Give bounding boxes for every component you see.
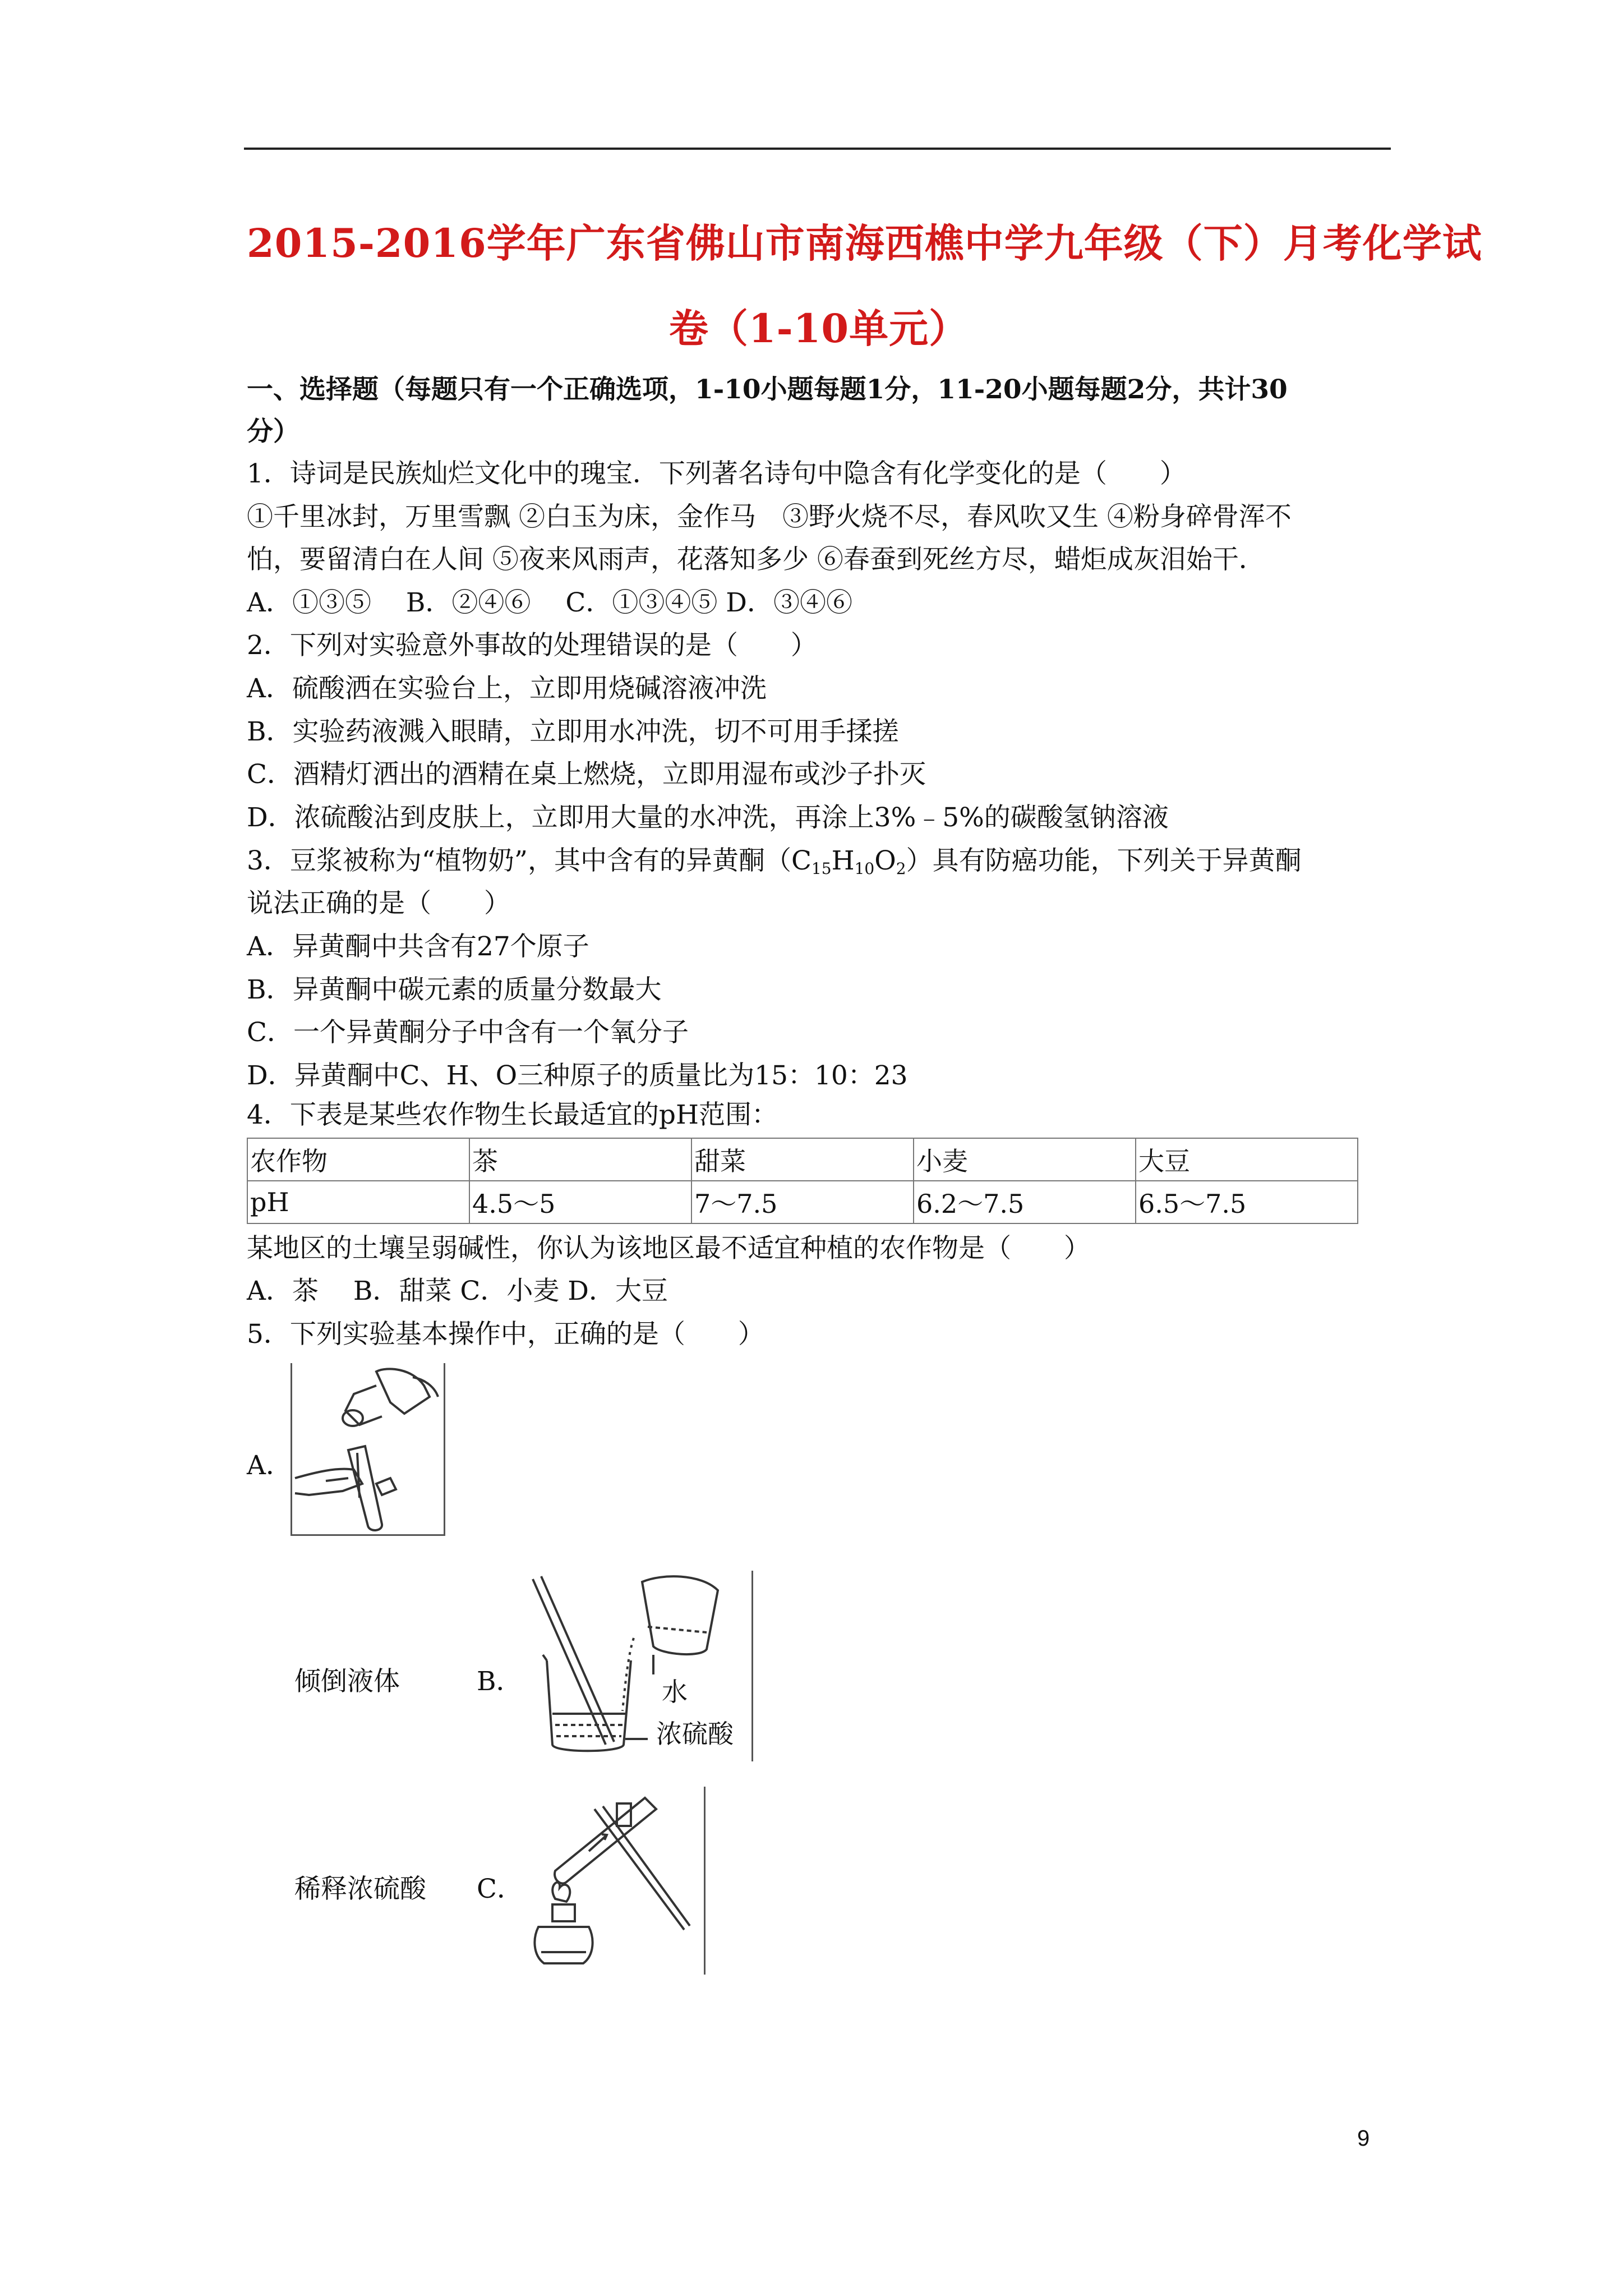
q3-option-d: D．异黄酮中C、H、O三种原子的质量比为15：10：23 bbox=[247, 1060, 908, 1091]
q5-option-b-caption: 倾倒液体 bbox=[294, 1666, 400, 1697]
ph-table-header-row bbox=[247, 1138, 1358, 1181]
section-heading-line2: 分） bbox=[247, 416, 299, 447]
q1-poems-line2: 怕，要留清白在人间 ⑤夜来风雨声，花落知多少 ⑥春蚕到死丝方尽，蜡炬成灰泪始干． bbox=[247, 544, 1265, 575]
q4-question: 某地区的土壤呈弱碱性，你认为该地区最不适宜种植的农作物是（ ） bbox=[247, 1233, 1090, 1264]
concentrated-acid-label: 浓硫酸 bbox=[656, 1719, 734, 1749]
q3-option-c: C．一个异黄酮分子中含有一个氧分子 bbox=[247, 1017, 689, 1048]
q3-option-b: B．异黄酮中碳元素的质量分数最大 bbox=[247, 974, 662, 1005]
q3-stem-line2: 说法正确的是（ ） bbox=[247, 888, 510, 919]
exam-title-line1: 2015-2016学年广东省佛山市南海西樵中学九年级（下）月考化学试 bbox=[247, 220, 1482, 266]
q5-option-c-label: C． bbox=[477, 1874, 523, 1904]
q5-stem: 5．下列实验基本操作中，正确的是（ ） bbox=[247, 1319, 764, 1350]
ph-table-cell: 农作物 bbox=[247, 1138, 469, 1181]
figure-b-box bbox=[522, 1571, 753, 1761]
q1-poems-line1: ①千里冰封，万里雪飘 ②白玉为床，金作马 ③野火烧不尽，春风吹又生 ④粉身碎骨浑不 bbox=[247, 501, 1292, 532]
q5-option-a-label: A． bbox=[247, 1450, 292, 1481]
q3-option-a: A．异黄酮中共含有27个原子 bbox=[247, 931, 589, 962]
figure-c-box bbox=[522, 1787, 706, 1975]
heat-tube-figure bbox=[522, 1787, 704, 1975]
q4-stem: 4．下表是某些农作物生长最适宜的pH范围： bbox=[247, 1099, 778, 1130]
q5-option-b-label: B． bbox=[477, 1666, 523, 1697]
water-label: 水 bbox=[662, 1677, 688, 1707]
figure-a-box bbox=[291, 1363, 445, 1536]
q1-stem: 1．诗词是民族灿烂文化中的瑰宝．下列著名诗句中隐含有化学变化的是（ ） bbox=[247, 458, 1186, 489]
ph-table bbox=[247, 1138, 1358, 1224]
page-number: 9 bbox=[1357, 2126, 1370, 2151]
ph-table-row bbox=[247, 1181, 1358, 1223]
q4-options: A．茶 B．甜菜 C．小麦 D．大豆 bbox=[247, 1276, 668, 1306]
ph-table-cell: 茶 bbox=[469, 1138, 691, 1181]
ph-table-cell: 6.5～7.5 bbox=[1136, 1181, 1358, 1223]
q2-option-d: D．浓硫酸沾到皮肤上，立即用大量的水冲洗，再涂上3%﹣5%的碳酸氢钠溶液 bbox=[247, 802, 1169, 833]
ph-table-cell: 甜菜 bbox=[691, 1138, 914, 1181]
ph-table-cell: 4.5～5 bbox=[469, 1181, 691, 1223]
pour-liquid-figure bbox=[292, 1363, 444, 1534]
ph-table-cell: 大豆 bbox=[1136, 1138, 1358, 1181]
exam-title-line2: 卷（1-10单元） bbox=[668, 305, 969, 352]
q1-options: A．①③⑤ B．②④⑥ C．①③④⑤ D．③④⑥ bbox=[247, 587, 852, 618]
ph-table-cell: 7～7.5 bbox=[691, 1181, 914, 1223]
header-rule bbox=[244, 148, 1391, 150]
q5-option-c-caption: 稀释浓硫酸 bbox=[294, 1874, 426, 1904]
ph-table-cell: 小麦 bbox=[914, 1138, 1136, 1181]
q2-option-b: B．实验药液溅入眼睛，立即用水冲洗，切不可用手揉搓 bbox=[247, 716, 899, 747]
q3-stem: 3．豆浆被称为“植物奶”，其中含有的异黄酮$(C_{15}H_{10}O_2)$具有防癌功能，下列关于异黄酮 bbox=[247, 845, 1302, 878]
q2-option-c: C．酒精灯洒出的酒精在桌上燃烧，立即用湿布或沙子扑灭 bbox=[247, 759, 926, 790]
ph-table-cell: 6.2～7.5 bbox=[914, 1181, 1136, 1223]
q2-stem: 2．下列对实验意外事故的处理错误的是（ ） bbox=[247, 630, 817, 661]
q2-option-a: A．硫酸洒在实验台上，立即用烧碱溶液冲洗 bbox=[247, 673, 767, 704]
ph-table-cell: pH bbox=[247, 1181, 469, 1223]
section-heading-line1: 一、选择题（每题只有一个正确选项，1-10小题每题1分，11-20小题每题2分，共计30 bbox=[247, 374, 1288, 405]
